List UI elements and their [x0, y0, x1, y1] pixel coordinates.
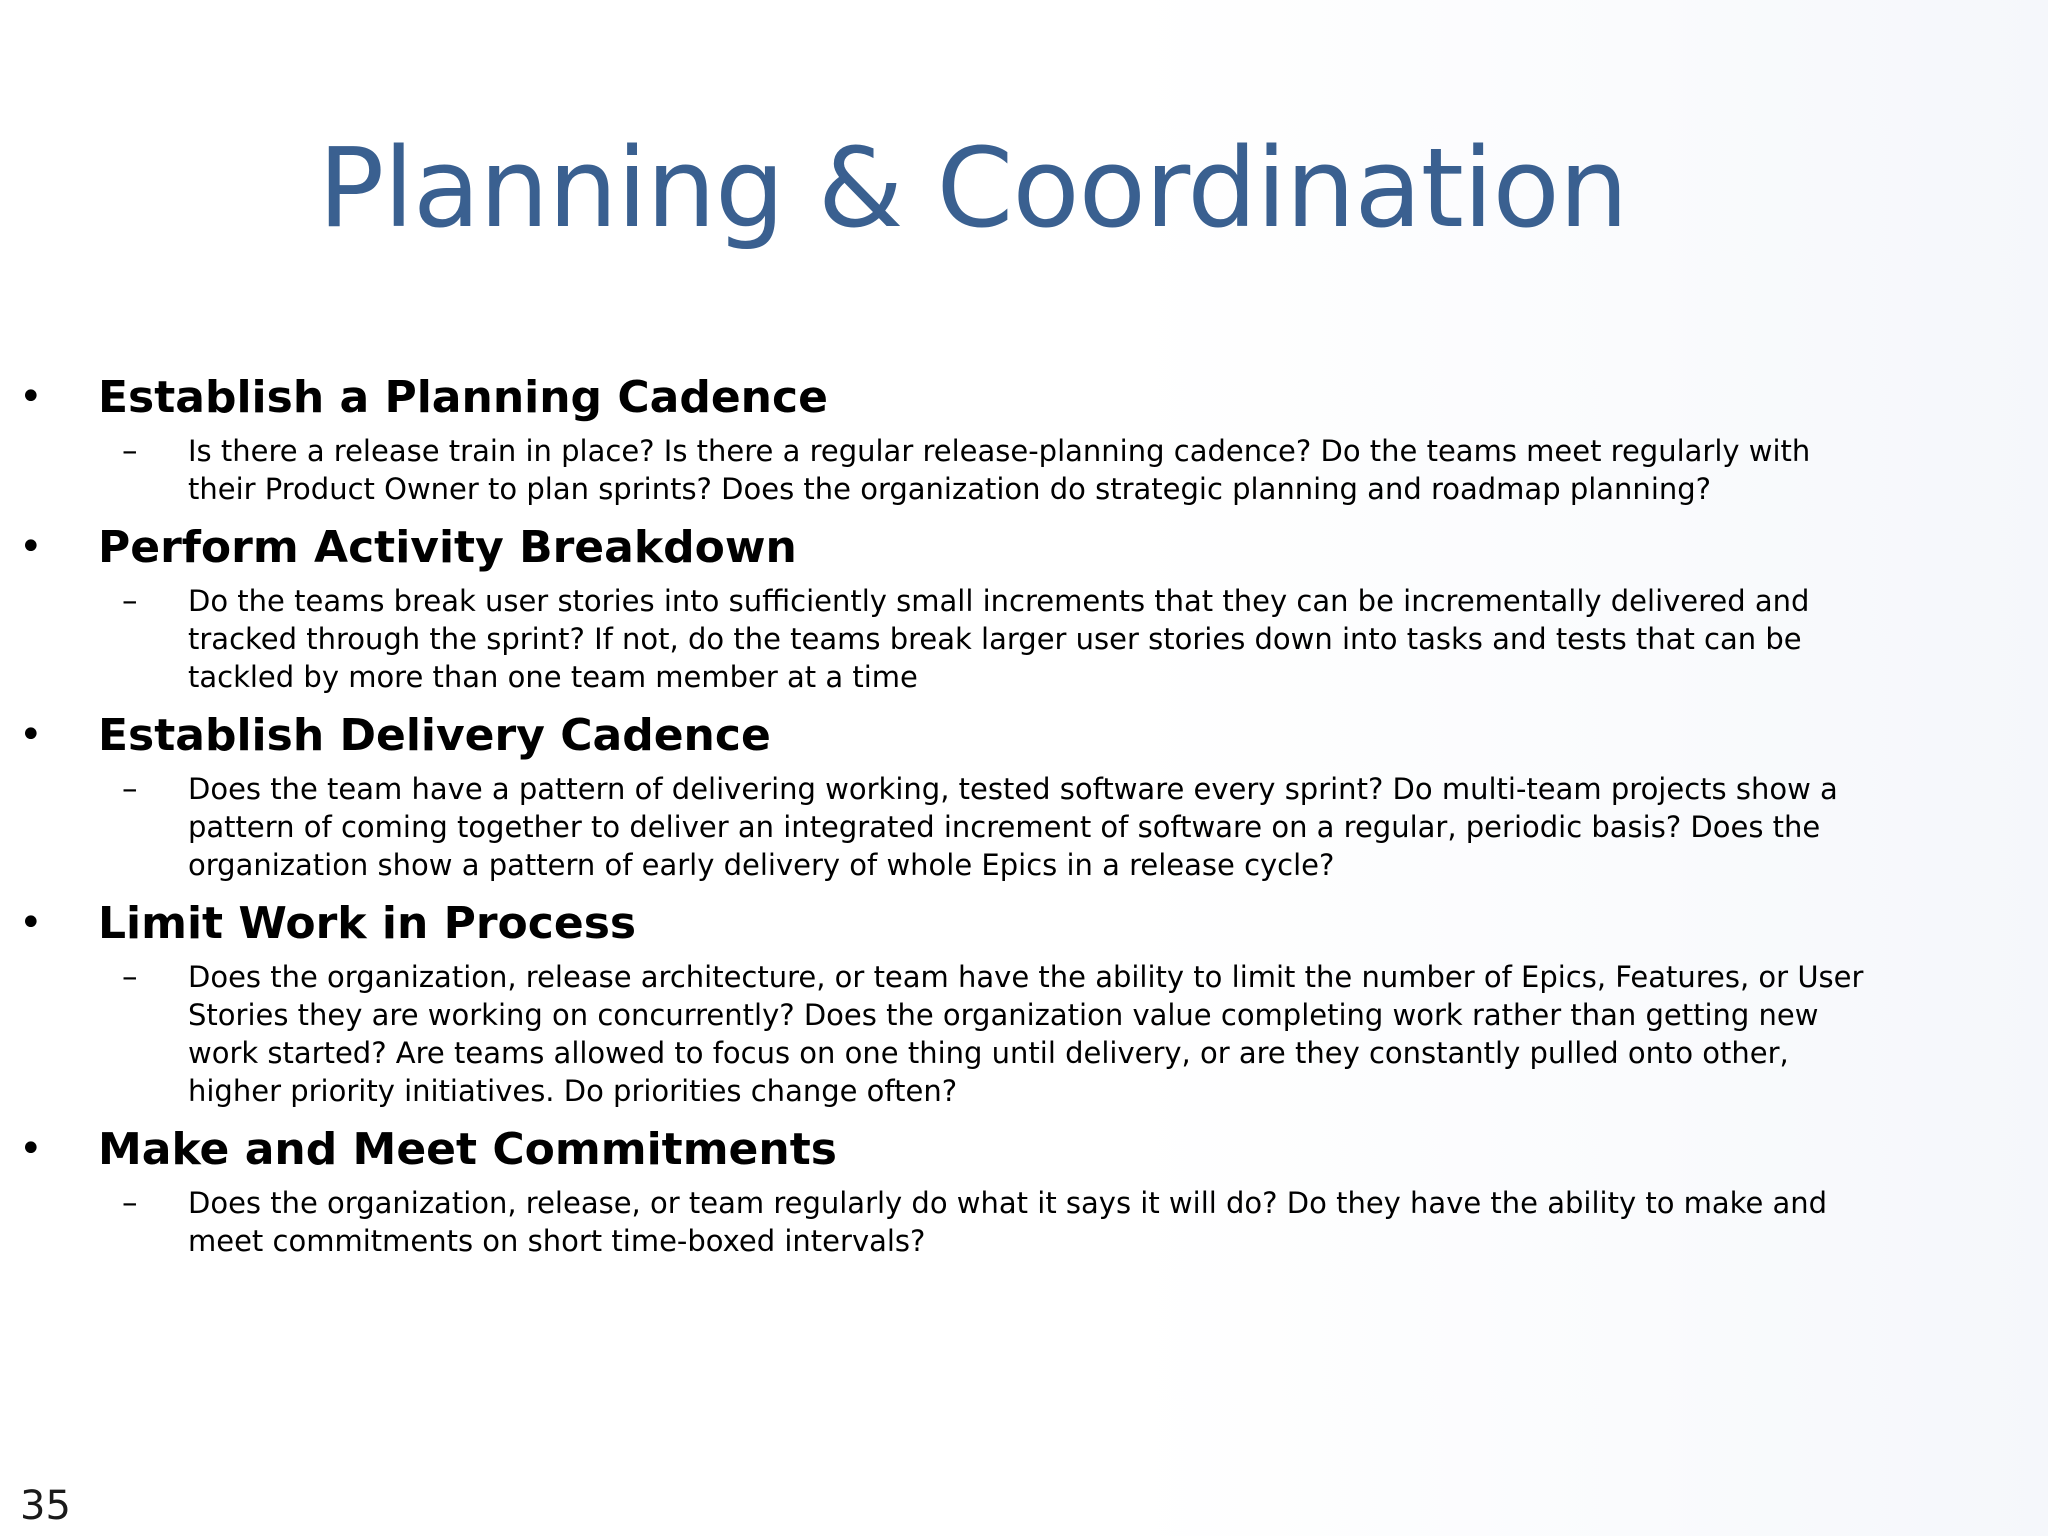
section-heading-row	[0, 706, 1900, 768]
sub-bullet-text: Does the organization, release architecture, or team have the ability to limit the number of Epics, Features, or User Stories they are working on concurrently? Does the organization value completing work rather than getting new work started? Are teams allowed to focus on one thing until delivery, or are they constantly pulled onto other, higher priority initiatives. Do priorities change often?	[188, 960, 1864, 1108]
sub-bullet	[0, 582, 1900, 696]
slide-title: Planning & Coordination	[318, 124, 1628, 252]
dash-icon: –	[122, 771, 138, 807]
sub-bullet	[0, 1184, 1900, 1260]
dash-icon: –	[122, 583, 138, 619]
sub-bullet	[0, 432, 1900, 508]
section-heading-row	[0, 518, 1900, 580]
sub-bullet-text: Does the organization, release, or team regularly do what it says it will do? Do they have the ability to make and meet commitments on short time-boxed intervals?	[188, 1186, 1828, 1258]
section-delivery-cadence	[0, 706, 1900, 884]
sub-bullet-text: Is there a release train in place? Is there a regular release-planning cadence? Do the teams meet regularly with their Product Owner to plan sprints? Does the organization do strategic planning and roadmap planning?	[188, 434, 1811, 506]
bullet-icon: •	[19, 374, 43, 420]
sub-bullet	[0, 770, 1900, 884]
section-heading: Establish Delivery Cadence	[98, 710, 771, 761]
bullet-list	[0, 368, 1900, 1270]
section-heading: Limit Work in Process	[98, 898, 637, 949]
dash-icon: –	[122, 433, 138, 469]
dash-icon: –	[122, 1185, 138, 1221]
section-heading-row	[0, 894, 1900, 956]
bullet-icon: •	[19, 900, 43, 946]
sub-bullet-text: Do the teams break user stories into sufficiently small increments that they can be incrementally delivered and tracked through the sprint? If not, do the teams break larger user stories down into tasks and tests that can be tackled by more than one team member at a time	[188, 584, 1810, 694]
section-limit-wip	[0, 894, 1900, 1110]
bullet-icon: •	[19, 1126, 43, 1172]
dash-icon: –	[122, 959, 138, 995]
section-heading-row	[0, 1120, 1900, 1182]
bullet-icon: •	[19, 712, 43, 758]
section-planning-cadence	[0, 368, 1900, 508]
section-heading: Perform Activity Breakdown	[98, 522, 797, 573]
section-heading-row	[0, 368, 1900, 430]
page-number: 35	[20, 1483, 71, 1529]
section-heading: Make and Meet Commitments	[98, 1124, 837, 1175]
bullet-icon: •	[19, 524, 43, 570]
section-heading: Establish a Planning Cadence	[98, 372, 828, 423]
section-commitments	[0, 1120, 1900, 1260]
sub-bullet	[0, 958, 1900, 1110]
sub-bullet-text: Does the team have a pattern of delivering working, tested software every sprint? Do multi-team projects show a pattern of coming together to deliver an integrated increment of software on a regular, periodic basis? Does the organization show a pattern of early delivery of whole Epics in a release cycle?	[188, 772, 1838, 882]
section-activity-breakdown	[0, 518, 1900, 696]
